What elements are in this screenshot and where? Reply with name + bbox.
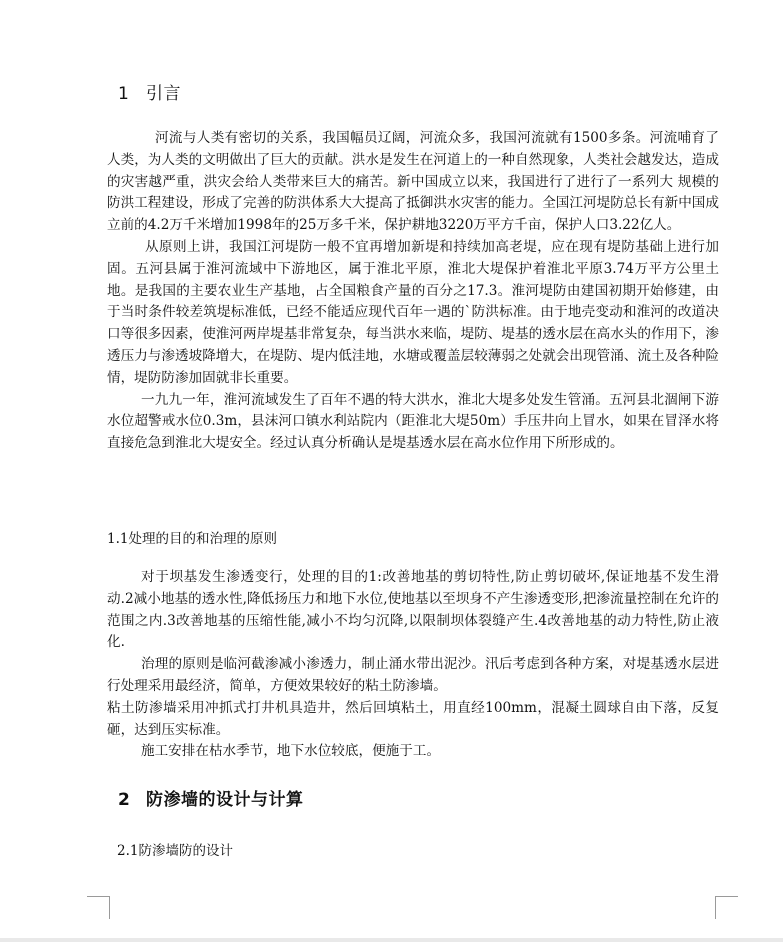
intro-paragraph-1: 河流与人类有密切的关系，我国幅员辽阔，河流众多，我国河流就有1500多条。河流哺育了人类，为人类的文明做出了巨大的贡献。洪水是发生在河道上的一种自然现象，人类社会越发达，造成的灾害越严重，洪灾会给人类带来巨大的痛苦。新中国成立以来，我国进行了进行了一系列大 规模的防洪工程建设，形成了完善的防洪体系大大提高了抵御洪水灾害的能力。全国江河堤防总长有新中国成立前的4.2万千米增加1998年的25万多千米，保护耕地3220万平方千亩，保护人口3.22亿人。: [107, 130, 719, 234]
section-2-title: 防渗墙的设计与计算: [146, 790, 304, 810]
page-margin-corner-right: [715, 896, 738, 919]
intro-section-body: [107, 128, 719, 455]
principle-section-body: [107, 567, 719, 763]
intro-paragraph-2: 从原则上讲，我国江河堤防一般不宜再增加新堤和持续加高老堤，应在现有堤防基础上进行加固。五河县属于淮河流域中下游地区，属于淮北平原，淮北大堤保护着淮北平原3.74万平方公里土地。是我国的主要农业生产基地，占全国粮食产量的百分之17.3。淮河堤防由建国初期开始修建，由于当时条件较差筑堤标准低，已经不能适应现代百年一遇的`防洪标准。由于地壳变动和淮河的改道决口等很多因素，使淮河两岸堤基非常复杂，每当洪水来临，堤防、堤基的透水层在高水头的作用下，渗透压力与渗透坡降增大，在堤防、堤内低洼地，水塘或覆盖层较薄弱之处就会出现管涌、流土及各种险情，堤防防渗加固就非长重要。: [107, 238, 719, 386]
section-1-1-heading: 1.1处理的目的和治理的原则: [107, 531, 277, 547]
section-1-title: 引言: [146, 84, 181, 104]
section-2-number: 2: [118, 790, 131, 810]
section-2-1-heading: 2.1防渗墙防的设计: [117, 843, 233, 859]
principle-paragraph-1: 对于坝基发生渗透变行，处理的目的1:改善地基的剪切特性,防止剪切破坏,保证地基不发生滑动.2减小地基的透水性,降低扬压力和地下水位,使地基以至坝身不产生渗透变形,把渗流量控制在允许的范围之内.3改善地基的压缩性能,减小不均匀沉降,以限制坝体裂缝产生.4改善地基的动力特性,防止液化.: [107, 569, 719, 651]
page-bottom-edge: [0, 938, 783, 942]
page-margin-corner-left: [87, 896, 110, 919]
section-1-heading: [118, 79, 181, 104]
principle-paragraph-3: 粘土防渗墙采用冲抓式打井机具造井，然后回填粘土，用直经100mm，混凝土圆球自由下落，反复砸，达到压实标准。: [107, 699, 719, 738]
intro-paragraph-3: 一九九一年，淮河流域发生了百年不遇的特大洪水，淮北大堤多处发生管涌。五河县北涸闸下游水位超警戒水位0.3m，县沫河口镇水利站院内（距淮北大堤50m）手压井向上冒水，如果在冒泽水将直接危急到淮北大堤安全。经过认真分析确认是堤基透水层在高水位作用下所形成的。: [107, 391, 719, 452]
section-1-number: 1: [118, 84, 130, 104]
section-2-heading: [118, 785, 304, 810]
principle-paragraph-2: 治理的原则是临河截渗减小渗透力，制止涌水带出泥沙。汛后考虑到各种方案，对堤基透水层进行处理采用最经济，简单，方便效果较好的粘土防渗墙。: [107, 656, 719, 694]
principle-paragraph-4: 施工安排在枯水季节，地下水位较底，便施于工。: [141, 743, 441, 760]
